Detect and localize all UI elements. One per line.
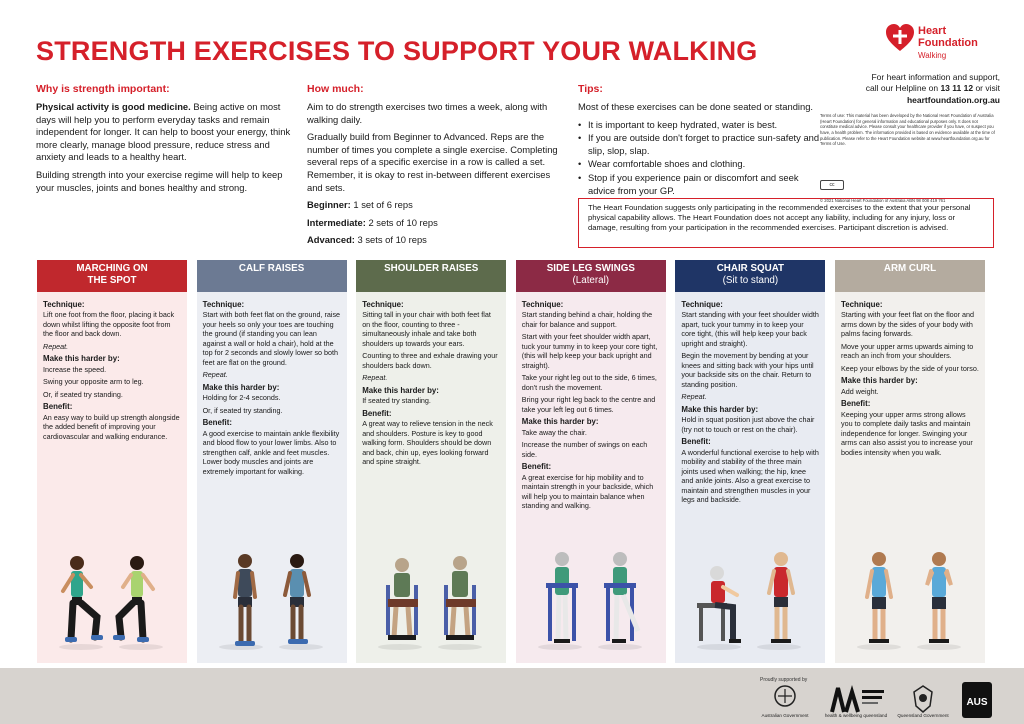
repeat-italic: Repeat. bbox=[43, 341, 69, 351]
benefit-text: A great way to relieve tension in the neck and shoulders. Posture is key to good walking form. Shoulders should be down and back, chin up, eyes looking forward and spine straight. bbox=[362, 419, 493, 467]
card-body bbox=[675, 292, 825, 532]
copyright: © 2021 National Heart Foundation of Australia ABN 98 008 419 761 bbox=[820, 198, 946, 203]
exercise-card bbox=[356, 260, 506, 663]
card-header bbox=[197, 260, 347, 292]
card-body bbox=[835, 292, 985, 532]
technique-text: Start standing with your feet shoulder width apart, tuck your tummy in to keep your core tight, (this will help keep your back upright and straight). bbox=[681, 310, 819, 348]
calf-figure-a bbox=[235, 554, 255, 646]
tips-heading: Tips: bbox=[578, 83, 603, 95]
technique-text: Bring your right leg back to the centre and take your left leg out 6 times. bbox=[521, 395, 656, 414]
harder-label: Make this harder by: bbox=[43, 354, 120, 364]
svg-text:AUS: AUS bbox=[966, 697, 988, 708]
sponsor-name: Queensland Government bbox=[897, 713, 949, 718]
helpline-pre: call our Helpline on bbox=[865, 83, 941, 94]
level-label: Beginner: bbox=[307, 199, 351, 211]
technique-text: Sitting tall in your chair with both feet flat on the floor, counting to three - simultaneously inhale and take both shoulders up towards your ears. bbox=[362, 310, 491, 348]
why-section bbox=[36, 82, 291, 199]
card-body bbox=[356, 292, 506, 532]
harder-label: Make this harder by: bbox=[521, 417, 599, 427]
arm-curl-figure-a bbox=[867, 552, 891, 643]
benefit-label: Benefit: bbox=[202, 418, 232, 428]
heart-foundation-logo[interactable] bbox=[878, 18, 998, 68]
calf-figure-b bbox=[285, 554, 309, 644]
benefit-label: Benefit: bbox=[43, 402, 73, 412]
benefit-label: Benefit: bbox=[362, 408, 392, 418]
card-header bbox=[356, 260, 506, 292]
card-header bbox=[835, 260, 985, 292]
repeat-italic: Repeat. bbox=[202, 370, 228, 380]
technique-text: Start with both feet flat on the ground, raise your heels so only your toes are touching the ground (if standing you can lean against a wall or hold a chair), hold at the top for 2 seconds and slowly lower so both feet are flat on the ground. bbox=[202, 310, 341, 367]
card-title: SHOULDER RAISES bbox=[384, 263, 479, 274]
technique-label: Technique: bbox=[43, 300, 85, 309]
exercise-illustration bbox=[835, 535, 985, 657]
harder-text: Or, if seated try standing. bbox=[202, 405, 283, 415]
technique-text: Move your upper arms upwards aiming to reach an inch from your shoulders. bbox=[841, 341, 974, 361]
sponsor-logo-icon bbox=[962, 682, 992, 718]
technique-label: Technique: bbox=[362, 300, 404, 309]
tips-intro: Most of these exercises can be done seated or standing. bbox=[578, 101, 814, 113]
harder-label: Make this harder by: bbox=[202, 382, 280, 392]
card-header bbox=[37, 260, 187, 292]
exercise-card bbox=[197, 260, 347, 663]
exercise-card bbox=[675, 260, 825, 663]
level-beginner bbox=[307, 199, 562, 212]
exercise-illustration bbox=[356, 535, 506, 657]
helpline-info bbox=[820, 72, 1000, 106]
logo-wordmark bbox=[918, 26, 978, 49]
marching-figure-a bbox=[63, 556, 103, 642]
sponsor-name: Australian Government bbox=[761, 713, 809, 718]
squat-figure-a bbox=[697, 566, 741, 643]
why-lead: Physical activity is good medicine. bbox=[36, 101, 191, 113]
how-p1: Aim to do strength exercises two times a week, along with walking daily. bbox=[307, 101, 548, 125]
logo-line2: Foundation bbox=[918, 36, 978, 49]
supported-by-label: Proudly supported by bbox=[760, 677, 808, 683]
benefit-text: Keeping your upper arms strong allows you to complete daily tasks and maintain independence for longer. Swinging your arms can also assist you to increase your bodies intensity when you walk. bbox=[841, 409, 973, 457]
harder-text: If seated try standing. bbox=[362, 396, 431, 406]
repeat-italic: Repeat. bbox=[362, 373, 388, 383]
card-title: CALF RAISES bbox=[238, 263, 305, 274]
helpline-phone[interactable]: 13 11 12 bbox=[940, 83, 974, 94]
helpline-post: or visit bbox=[973, 83, 1000, 94]
card-title: MARCHING ON bbox=[76, 263, 148, 274]
disclaimer-box: The Heart Foundation suggests only participating in the recommended exercises to the extent that your personal physical capability allows. The Heart Foundation does not accept any liability, including for any injury, loss or damage, resulting from your participation in the recommended exercises. Participant discretion is advised. bbox=[578, 198, 994, 248]
harder-label: Make this harder by: bbox=[362, 385, 439, 395]
card-title-line2: (Lateral) bbox=[572, 275, 610, 287]
side-leg-figure-a bbox=[546, 552, 578, 643]
level-label: Intermediate: bbox=[307, 216, 366, 228]
benefit-text: A great exercise for hip mobility and to maintain strength in your backside, which will help you to maintain balance when standing and walking. bbox=[521, 472, 654, 511]
repeat-text bbox=[681, 392, 819, 402]
exercise-illustration bbox=[37, 535, 187, 657]
logo-sub: Walking bbox=[918, 51, 947, 60]
level-value: 2 sets of 10 reps bbox=[365, 216, 438, 228]
harder-text: Add weight. bbox=[841, 386, 879, 396]
marching-figure-b bbox=[113, 556, 153, 642]
how-section bbox=[307, 82, 562, 252]
shoulder-figure-a bbox=[386, 558, 418, 640]
logo-line1: Heart bbox=[918, 25, 947, 37]
card-body bbox=[516, 292, 666, 532]
tips-section bbox=[578, 82, 828, 198]
benefit-label: Benefit: bbox=[681, 437, 711, 447]
harder-label: Make this harder by: bbox=[681, 404, 759, 414]
helpline-line1: For heart information and support, bbox=[871, 72, 1000, 82]
tip-item: • Stop if you experience pain or discomfort and seek advice from your GP. bbox=[578, 172, 828, 197]
creative-commons-icon: cc bbox=[820, 180, 844, 190]
squat-figure-b bbox=[769, 552, 793, 643]
harder-label: Make this harder by: bbox=[841, 376, 918, 386]
technique-label: Technique: bbox=[202, 300, 245, 309]
harder-text: Holding for 2-4 seconds. bbox=[202, 393, 281, 403]
card-body bbox=[197, 292, 347, 532]
benefit-text: A wonderful functional exercise to help with mobility and stability of the three main joints used when walking; the hip, knee and ankle joints. Also a great exercise to maintain and strengthen muscles in your legs and backside. bbox=[681, 447, 819, 505]
technique-text: Keep your elbows by the side of your torso. bbox=[841, 363, 979, 373]
technique-label: Technique: bbox=[521, 300, 564, 309]
technique-text: Begin the movement by bending at your knees and sitting back with your hips until your backside sits on the chair. Return to standing position. bbox=[681, 351, 814, 389]
harder-text: Swing your opposite arm to leg. bbox=[43, 377, 144, 387]
technique-text: Start standing behind a chair, holding the chair for balance and support. bbox=[521, 310, 653, 329]
side-leg-figure-b bbox=[604, 552, 638, 643]
tip-item: • Wear comfortable shoes and clothing. bbox=[578, 158, 828, 171]
shoulder-figure-b bbox=[444, 556, 476, 640]
why-p2: Building strength into your exercise regime will help to keep your muscles, joints and bones healthy and strong. bbox=[36, 169, 283, 193]
repeat-text bbox=[203, 370, 341, 380]
level-advanced bbox=[307, 234, 562, 247]
repeat-italic: Repeat. bbox=[681, 392, 707, 402]
exercise-illustration bbox=[197, 535, 347, 657]
heart-logo-icon bbox=[884, 22, 916, 54]
how-p2: Gradually build from Beginner to Advanced. Reps are the number of times you complete a single exercise. Completing several reps of a specific exercise in a row is called a set. Remember, it is okay to rest in-between different exercises and sets. bbox=[307, 131, 558, 193]
harder-text: Take away the chair. bbox=[521, 427, 587, 437]
exercise-card bbox=[516, 260, 666, 663]
harder-text: Hold in squat position just above the chair (try not to touch or rest on the chair). bbox=[681, 415, 815, 434]
terms-of-use: Terms of use: This material has been developed by the National Heart Foundation of Australia (Heart Foundation) for general information and educational purposes only. It does not constitute medical advice. Please consult your healthcare provider if you have, or suspect you have, a health problem. The information provided is based on evidence available at the time of publication. Please refer to the Heart Foundation website at www.heartfoundation.org.au for Terms of Use. bbox=[820, 113, 995, 147]
harder-text: Increase the speed. bbox=[43, 364, 107, 374]
repeat-text bbox=[362, 373, 500, 383]
harder-text: Or, if seated try standing. bbox=[43, 389, 123, 399]
benefit-text: A good exercise to maintain ankle flexibility and blood flow to your lower limbs. Also to strengthen calf, ankle and feet muscles. Lower body muscles and joints are extremely important for walking. bbox=[202, 428, 340, 476]
why-p1 bbox=[36, 101, 291, 164]
card-header bbox=[516, 260, 666, 292]
technique-label: Technique: bbox=[681, 300, 723, 309]
benefit-label: Benefit: bbox=[521, 462, 552, 472]
technique-text: Take your right leg out to the side, 6 times, don't rush the movement. bbox=[521, 373, 657, 392]
level-label: Advanced: bbox=[307, 234, 355, 246]
card-header bbox=[675, 260, 825, 292]
card-title: CHAIR SQUAT bbox=[716, 263, 785, 274]
harder-text: Increase the number of swings on each side. bbox=[521, 440, 648, 459]
how-heading: How much: bbox=[307, 83, 364, 95]
sponsor-name: health & wellbeing queensland bbox=[824, 713, 888, 718]
tip-item: • It is important to keep hydrated, water is best. bbox=[578, 119, 828, 132]
benefit-text: An easy way to build up strength alongside the added benefit of improving your cardiovascular and walking endurance. bbox=[43, 412, 180, 441]
technique-text: Lift one foot from the floor, placing it back down whilst lifting the opposite foot from the floor and back down. bbox=[43, 310, 175, 339]
helpline-url-link[interactable]: heartfoundation.org.au bbox=[906, 94, 1000, 105]
card-body bbox=[37, 292, 187, 532]
page-title: STRENGTH EXERCISES TO SUPPORT YOUR WALKING bbox=[36, 36, 758, 66]
exercise-illustration bbox=[675, 535, 825, 657]
exercise-card bbox=[37, 260, 187, 663]
technique-label: Technique: bbox=[841, 300, 883, 309]
card-title: SIDE LEG SWINGS bbox=[546, 263, 635, 274]
tip-item: • If you are outside don't forget to practice sun-safety and slip, slop, slap. bbox=[578, 132, 828, 157]
repeat-text bbox=[43, 342, 181, 352]
arm-curl-figure-b bbox=[927, 552, 951, 643]
level-intermediate bbox=[307, 217, 562, 230]
why-heading: Why is strength important: bbox=[36, 83, 170, 95]
card-title-line2: THE SPOT bbox=[87, 275, 137, 287]
why-p1-text: Being active on most days will help you to perform everyday tasks and remain independent for longer. It can help to boost your energy, think more clearly, manage blood pressure, reduce stress and anxiety and leads to a healthy heart. bbox=[36, 101, 291, 163]
benefit-label: Benefit: bbox=[841, 399, 871, 409]
card-title-line2: (Sit to stand) bbox=[722, 275, 779, 287]
level-value: 1 set of 6 reps bbox=[350, 199, 413, 211]
tips-list bbox=[578, 119, 828, 198]
level-value: 3 sets of 10 reps bbox=[354, 234, 427, 246]
technique-text: Start with your feet shoulder width apart, tuck your tummy in to keep your core tight, (this will help keep your back upright and straight). bbox=[521, 332, 658, 370]
technique-text: Starting with your feet flat on the floor and arms down by the sides of your body with palms facing forwards. bbox=[841, 310, 975, 339]
card-title: ARM CURL bbox=[883, 263, 937, 274]
technique-text: Counting to three and exhale drawing your shoulders back down. bbox=[362, 351, 498, 370]
exercise-card bbox=[835, 260, 985, 663]
exercise-illustration bbox=[516, 535, 666, 657]
